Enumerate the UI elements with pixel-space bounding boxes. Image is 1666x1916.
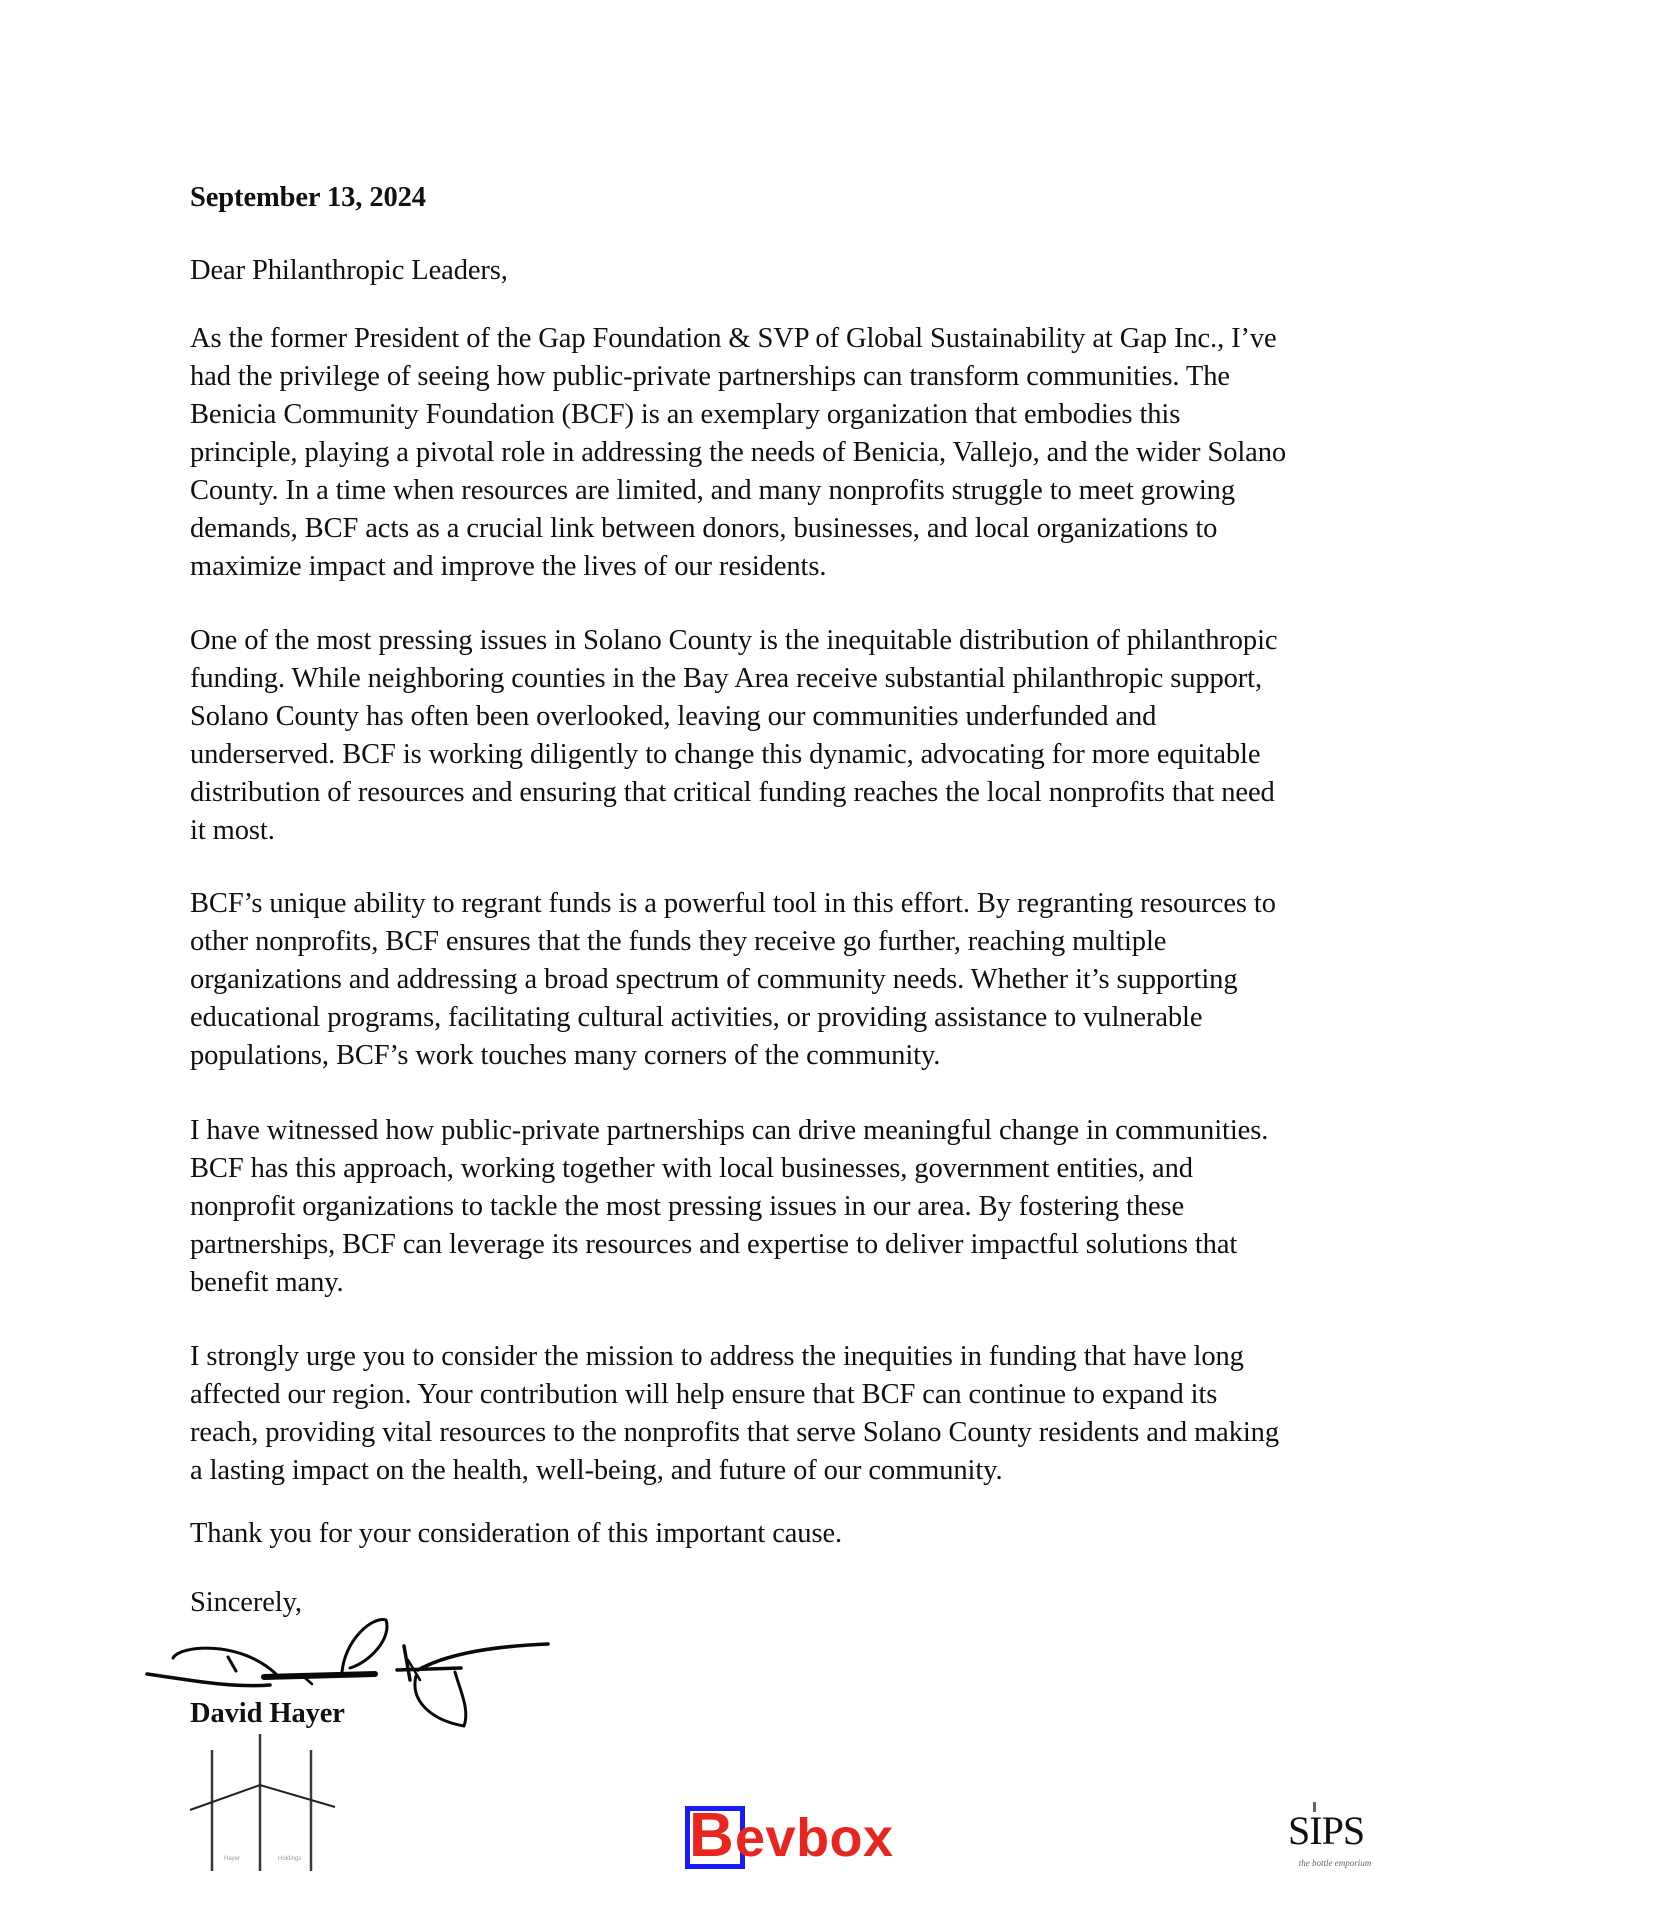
paragraph-line: I have witnessed how public-private partnerships can drive meaningful change in communities.: [190, 1115, 1269, 1146]
paragraph-line: affected our region. Your contribution will help ensure that BCF can continue to expand its: [190, 1379, 1218, 1410]
house-line-logo: [180, 1728, 350, 1878]
paragraph-line: a lasting impact on the health, well-being, and future of our community.: [190, 1455, 1003, 1486]
paragraph-line: demands, BCF acts as a crucial link between donors, businesses, and local organizations to: [190, 513, 1218, 544]
sips-logo: [1280, 1802, 1390, 1877]
house-logo-caption-right: Holdings: [278, 1856, 302, 1862]
paragraph-line: organizations and addressing a broad spectrum of community needs. Whether it’s supporting: [190, 964, 1238, 995]
paragraph-line: principle, playing a pivotal role in addressing the needs of Benicia, Vallejo, and the wider Solano: [190, 437, 1287, 468]
paragraph-3: [190, 885, 1276, 1075]
paragraph-line: benefit many.: [190, 1267, 344, 1298]
paragraph-line: BCF has this approach, working together with local businesses, government entities, and: [190, 1153, 1193, 1184]
paragraph-4: [190, 1112, 1268, 1302]
paragraph-line: other nonprofits, BCF ensures that the funds they receive go further, reaching multiple: [190, 926, 1167, 957]
paragraph-line: partnerships, BCF can leverage its resources and expertise to deliver impactful solutions that: [190, 1229, 1238, 1260]
house-logo-caption-left: Hayer: [224, 1856, 241, 1862]
paragraph-line: As the former President of the Gap Foundation & SVP of Global Sustainability at Gap Inc., I’ve: [190, 323, 1277, 354]
paragraph-2: [190, 622, 1277, 850]
paragraph-line: funding. While neighboring counties in the Bay Area receive substantial philanthropic support,: [190, 663, 1263, 694]
paragraph-5: [190, 1338, 1279, 1490]
bevbox-logo-initial: B: [689, 1801, 734, 1870]
signer-name: David Hayer: [190, 1698, 345, 1729]
paragraph-line: Benicia Community Foundation (BCF) is an exemplary organization that embodies this: [190, 399, 1181, 430]
paragraph-line: County. In a time when resources are limited, and many nonprofits struggle to meet growing: [190, 475, 1235, 506]
paragraph-line: BCF’s unique ability to regrant funds is a powerful tool in this effort. By regranting resources to: [190, 888, 1276, 919]
paragraph-line: reach, providing vital resources to the nonprofits that serve Solano County residents and making: [190, 1417, 1279, 1448]
paragraph-line: had the privilege of seeing how public-private partnerships can transform communities. The: [190, 361, 1230, 392]
letter-date: September 13, 2024: [190, 182, 426, 213]
bevbox-logo: [683, 1803, 903, 1879]
sips-tagline: the bottle emporium: [1298, 1858, 1372, 1868]
paragraph-line: nonprofit organizations to tackle the most pressing issues in our area. By fostering these: [190, 1191, 1185, 1222]
paragraph-line: populations, BCF’s work touches many corners of the community.: [190, 1040, 941, 1071]
paragraph-line: distribution of resources and ensuring that critical funding reaches the local nonprofits that need: [190, 777, 1275, 808]
thank-you-line: Thank you for your consideration of this important cause.: [190, 1518, 843, 1549]
paragraph-line: it most.: [190, 815, 275, 846]
sips-wordmark: SIPS: [1288, 1808, 1365, 1853]
bevbox-logo-text: evbox: [735, 1808, 894, 1868]
paragraph-line: One of the most pressing issues in Solano County is the inequitable distribution of philanthropic: [190, 625, 1278, 656]
closing: Sincerely,: [190, 1587, 302, 1618]
paragraph-line: maximize impact and improve the lives of our residents.: [190, 551, 827, 582]
paragraph-line: I strongly urge you to consider the mission to address the inequities in funding that have long: [190, 1341, 1244, 1372]
paragraph-line: Solano County has often been overlooked, leaving our communities underfunded and: [190, 701, 1157, 732]
paragraph-1: [190, 320, 1286, 586]
house-lines-icon: [180, 1728, 350, 1878]
salutation: Dear Philanthropic Leaders,: [190, 255, 508, 286]
paragraph-line: educational programs, facilitating cultural activities, or providing assistance to vulnerable: [190, 1002, 1203, 1033]
paragraph-line: underserved. BCF is working diligently to change this dynamic, advocating for more equitable: [190, 739, 1261, 770]
